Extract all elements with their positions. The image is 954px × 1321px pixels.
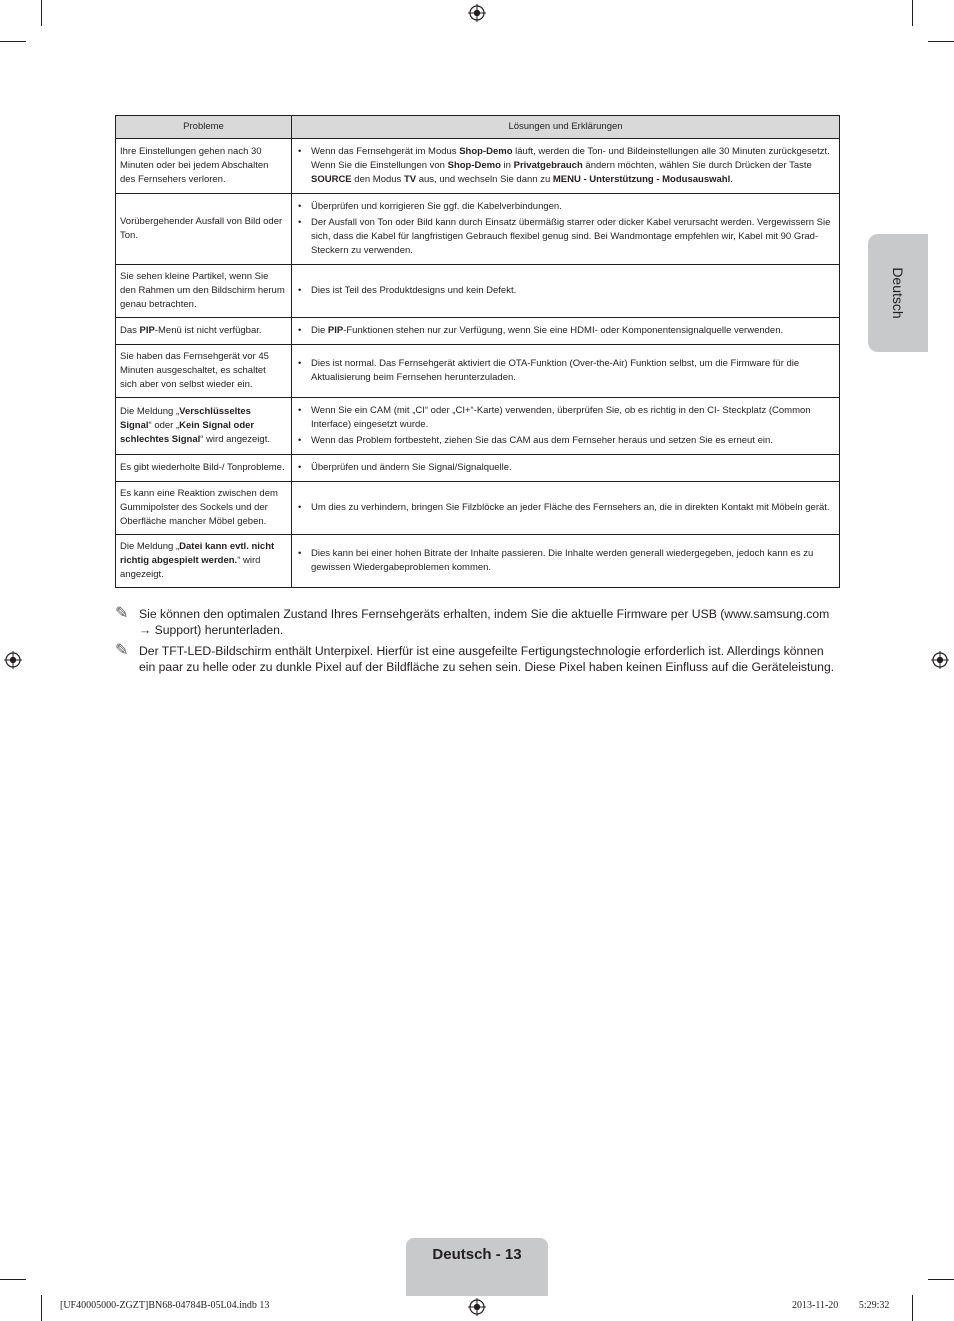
solution-cell xyxy=(292,265,840,318)
table-row xyxy=(116,535,840,588)
solution-item xyxy=(296,200,831,214)
note-pencil-icon: ✎ xyxy=(115,605,129,622)
column-header-problems: Probleme xyxy=(116,116,292,139)
bullet-icon: • xyxy=(298,502,302,513)
bold-term: Kein Signal oder schlechtes Signal xyxy=(120,420,255,445)
solution-list xyxy=(296,404,831,448)
solution-item xyxy=(296,434,831,448)
registration-mark-icon xyxy=(468,4,486,22)
note-item xyxy=(115,606,839,638)
table-row xyxy=(116,265,840,318)
solution-item xyxy=(296,501,831,515)
solution-list xyxy=(296,324,831,338)
solution-cell xyxy=(292,139,840,194)
problem-cell xyxy=(116,318,292,345)
problem-cell: Sie haben das Fernsehgerät vor 45 Minuten ausgeschaltet, es schaltet sich aber von selbst wieder ein. xyxy=(116,345,292,398)
note-pencil-icon: ✎ xyxy=(115,642,129,659)
solution-list xyxy=(296,461,831,475)
text-run: Wenn Sie ein CAM (mit „CI“ oder „CI+“-Karte) verwenden, überprüfen Sie, ob es richtig in den CI- Steckplatz (Common Interface) eingesetzt wurde. xyxy=(311,405,811,430)
table-row xyxy=(116,194,840,265)
solution-list xyxy=(296,200,831,258)
bullet-icon: • xyxy=(298,358,302,369)
solution-cell xyxy=(292,482,840,535)
bullet-icon: • xyxy=(298,462,302,473)
text-run: Um dies zu verhindern, bringen Sie Filzblöcke an jeder Fläche des Fernsehers an, die in direkten Kontakt mit Möbeln gerät. xyxy=(311,502,830,513)
side-tab-label: Deutsch xyxy=(890,267,906,319)
solution-list xyxy=(296,284,831,298)
solution-item xyxy=(296,216,831,258)
bold-term: Shop-Demo xyxy=(447,160,501,171)
solution-cell xyxy=(292,345,840,398)
table-row xyxy=(116,482,840,535)
solution-list xyxy=(296,501,831,515)
crop-mark xyxy=(928,41,954,42)
note-text: Sie können den optimalen Zustand Ihres Fernsehgeräts erhalten, indem Sie die aktuelle Firmware per USB (www.samsung.com → Support) herunterladen. xyxy=(139,607,830,637)
text-run: Der Ausfall von Ton oder Bild kann durch Einsatz übermäßig starrer oder dicker Kabel verursacht werden. Vergewissern Sie sich, dass die Kabel für langfristigen Gebrauch flexibel genug sind. Bei Wandmontage empfehlen wir, Kabel mit 90 Grad-Steckern zu verwenden. xyxy=(311,217,831,256)
bold-term: PIP xyxy=(327,325,344,336)
bold-term: MENU - Unterstützung - Modusauswahl xyxy=(552,174,731,185)
text-run: Das xyxy=(120,325,140,336)
registration-mark-icon xyxy=(4,651,22,669)
crop-mark xyxy=(0,1279,26,1280)
solution-cell xyxy=(292,318,840,345)
crop-mark xyxy=(41,1295,42,1321)
solution-item xyxy=(296,461,831,475)
table-row xyxy=(116,398,840,455)
text-run: “ oder „ xyxy=(148,420,180,431)
text-run: Dies kann bei einer hohen Bitrate der Inhalte passieren. Die Inhalte werden generall wiedergegeben, jedoch kann es zu gewissen Wiedergabeproblemen kommen. xyxy=(311,548,814,573)
bullet-icon: • xyxy=(298,548,302,559)
bullet-icon: • xyxy=(298,146,302,157)
problem-cell: Es gibt wiederholte Bild-/ Tonprobleme. xyxy=(116,455,292,482)
bullet-icon: • xyxy=(298,405,302,416)
text-run: ändern möchten, wählen Sie durch Drücken der Taste xyxy=(582,160,812,171)
text-run: -Menü ist nicht verfügbar. xyxy=(154,325,262,336)
solution-list xyxy=(296,357,831,385)
print-file-slug: [UF40005000-ZGZT]BN68-04784B-05L04.indb 13 xyxy=(60,1300,270,1311)
bullet-icon: • xyxy=(298,217,302,228)
problem-cell xyxy=(116,398,292,455)
text-run: den Modus xyxy=(351,174,404,185)
note-item xyxy=(115,643,839,675)
solution-item xyxy=(296,404,831,432)
table-row xyxy=(116,455,840,482)
solution-cell xyxy=(292,194,840,265)
solution-item xyxy=(296,324,831,338)
language-side-tab xyxy=(868,234,928,352)
table-header-row xyxy=(116,116,840,139)
page-number-tab xyxy=(406,1238,548,1296)
table-row xyxy=(116,139,840,194)
text-run: in xyxy=(500,160,514,171)
bullet-icon: • xyxy=(298,285,302,296)
solution-item xyxy=(296,145,831,187)
crop-mark xyxy=(912,0,913,26)
problem-cell: Ihre Einstellungen gehen nach 30 Minuten oder bei jedem Abschalten des Fernsehers verloren. xyxy=(116,139,292,194)
registration-mark-icon xyxy=(931,651,949,669)
bullet-icon: • xyxy=(298,435,302,446)
text-run: Die Meldung „ xyxy=(120,406,180,417)
text-run: -Funktionen stehen nur zur Verfügung, wenn Sie eine HDMI- oder Komponentensignalquelle verwenden. xyxy=(343,325,784,336)
text-run: Dies ist Teil des Produktdesigns und kein Defekt. xyxy=(311,285,517,296)
text-run: “ wird angezeigt. xyxy=(120,555,261,580)
solution-list xyxy=(296,145,831,187)
bold-term: SOURCE xyxy=(311,174,352,185)
column-header-solutions: Lösungen und Erklärungen xyxy=(292,116,840,139)
problem-cell: Vorübergehender Ausfall von Bild oder Ton. xyxy=(116,194,292,265)
troubleshooting-table xyxy=(115,115,840,588)
bold-term: Datei kann evtl. nicht richtig abgespielt werden. xyxy=(120,541,275,566)
crop-mark xyxy=(0,41,26,42)
print-datetime-slug: 2013-11-20 ￿￿ 5:29:32 xyxy=(792,1300,890,1311)
crop-mark xyxy=(912,1295,913,1321)
solution-cell xyxy=(292,455,840,482)
problem-cell: Es kann eine Reaktion zwischen dem Gummipolster des Sockels und der Oberfläche mancher Möbel geben. xyxy=(116,482,292,535)
crop-mark xyxy=(928,1279,954,1280)
text-run: Überprüfen und ändern Sie Signal/Signalquelle. xyxy=(311,462,512,473)
problem-cell: Sie sehen kleine Partikel, wenn Sie den Rahmen um den Bildschirm herum genau betrachten. xyxy=(116,265,292,318)
solution-cell xyxy=(292,398,840,455)
text-run: läuft, werden die Ton- und Bildeinstellungen alle 30 Minuten zurückgesetzt. Wenn Sie die Einstellungen von xyxy=(311,146,830,171)
bullet-icon: • xyxy=(298,325,302,336)
text-run: Überprüfen und korrigieren Sie ggf. die Kabelverbindungen. xyxy=(311,201,562,212)
bold-term: TV xyxy=(403,174,417,185)
solution-cell xyxy=(292,535,840,588)
note-text: Der TFT-LED-Bildschirm enthält Unterpixel. Hierfür ist eine ausgefeilte Fertigungstechnologie erforderlich ist. Allerdings können ein paar zu helle oder zu dunkle Pixel auf der Bildfläche zu sehen sein. Diese Pixel haben keinen Einfluss auf die Geräteleistung. xyxy=(139,644,835,674)
notes-section xyxy=(115,606,839,680)
bold-term: Privatgebrauch xyxy=(513,160,583,171)
bold-term: Shop-Demo xyxy=(459,146,513,157)
text-run: “ wird angezeigt. xyxy=(200,434,270,445)
table-row xyxy=(116,345,840,398)
crop-mark xyxy=(41,0,42,26)
bullet-icon: • xyxy=(298,201,302,212)
text-run: Dies ist normal. Das Fernsehgerät aktiviert die OTA-Funktion (Over-the-Air) Funktion selbst, um die Firmware für die Aktualisierung beim Fernsehen herunterzuladen. xyxy=(311,358,800,383)
text-run: Wenn das Fernsehgerät im Modus xyxy=(311,146,460,157)
bold-term: Verschlüsseltes Signal xyxy=(120,406,251,431)
solution-item xyxy=(296,357,831,385)
text-run: . xyxy=(730,174,733,185)
bold-term: PIP xyxy=(139,325,155,336)
text-run: Wenn das Problem fortbesteht, ziehen Sie das CAM aus dem Fernseher heraus und setzen Sie es erneut ein. xyxy=(311,435,773,446)
problem-cell xyxy=(116,535,292,588)
text-run: Die Meldung „ xyxy=(120,541,180,552)
page-label: Deutsch - 13 xyxy=(432,1246,522,1263)
table-row xyxy=(116,318,840,345)
solution-item xyxy=(296,547,831,575)
text-run: Die xyxy=(311,325,328,336)
registration-mark-icon xyxy=(468,1298,486,1316)
text-run: aus, und wechseln Sie dann zu xyxy=(416,174,553,185)
solution-list xyxy=(296,547,831,575)
solution-item xyxy=(296,284,831,298)
